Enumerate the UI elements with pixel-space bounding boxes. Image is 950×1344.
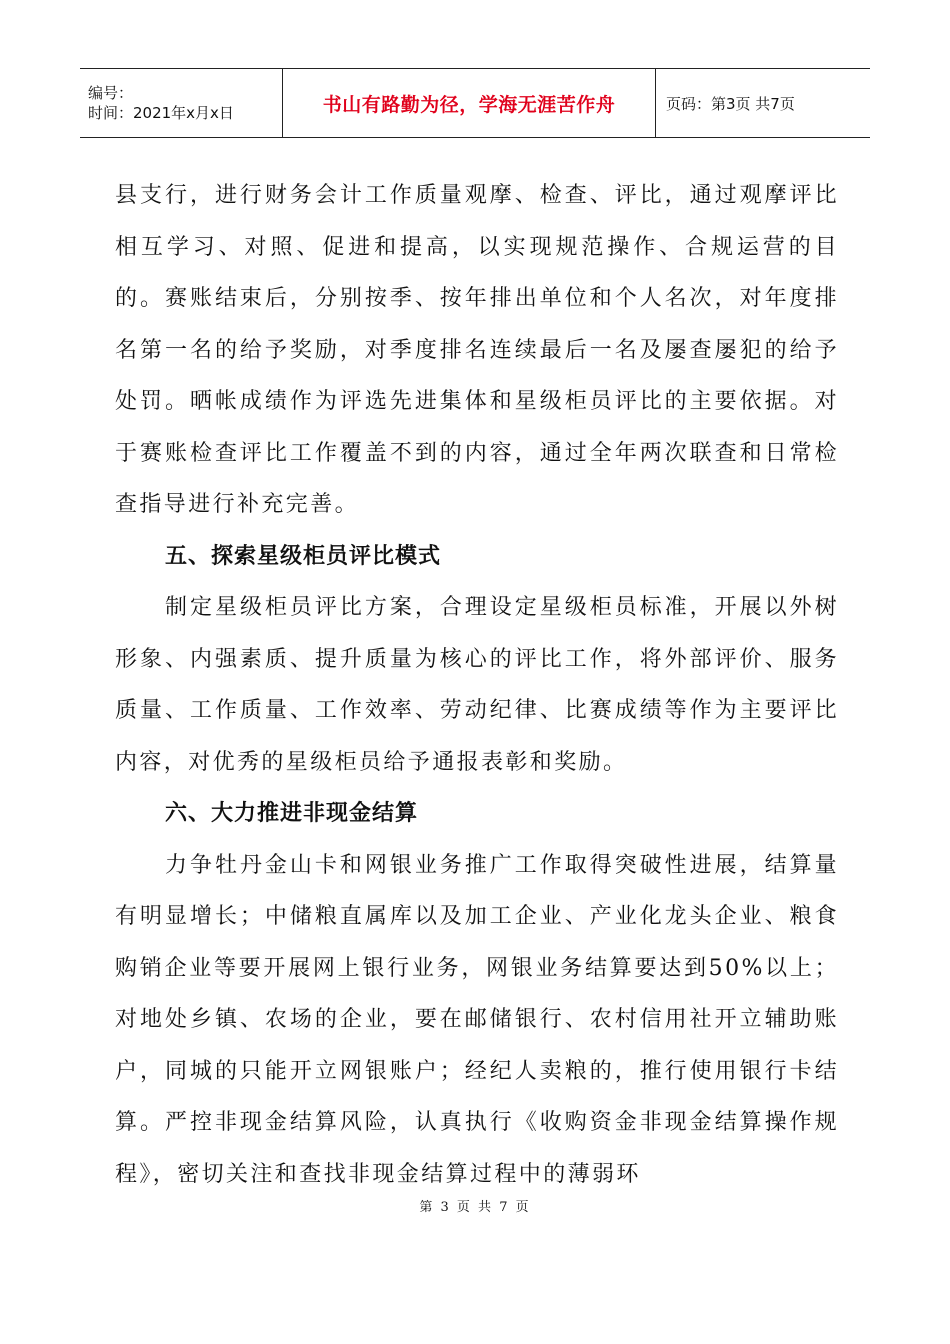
- paragraph-noncash-settlement: 力争牡丹金山卡和网银业务推广工作取得突破性进展，结算量有明显增长；中储粮直属库以及加工企业、产业化龙头企业、粮食购销企业等要开展网上银行业务，网银业务结算要达到50%以上；对地处乡镇、农场的企业，要在邮储银行、农村信用社开立辅助账户，同城的只能开立网银账户；经纪人卖粮的，推行使用银行卡结算。严控非现金结算风险，认真执行《收购资金非现金结算操作规程》，密切关注和查找非现金结算过程中的薄弱环: [115, 852, 839, 1187]
- header-motto: 书山有路勤为径，学海无涯苦作舟: [322, 93, 616, 116]
- section-heading-5: 五、探索星级柜员评比模式: [165, 543, 442, 569]
- page-footer: 第 3 页 共 7 页: [419, 1200, 531, 1215]
- document-code-label: 编号：: [88, 84, 134, 102]
- document-date: 时间：2021年x月x日: [88, 104, 234, 122]
- section-heading-6: 六、大力推进非现金结算: [165, 801, 419, 826]
- header-page-number: 页码：第3页 共7页: [666, 94, 795, 113]
- header-meta: [80, 69, 282, 137]
- document-body: [115, 170, 839, 1200]
- paragraph-star-teller: 制定星级柜员评比方案，合理设定星级柜员标准，开展以外树形象、内强素质、提升质量为核心的评比工作，将外部评价、服务质量、工作质量、工作效率、劳动纪律、比赛成绩等作为主要评比内容，对优秀的星级柜员给予通报表彰和奖励。: [115, 595, 839, 775]
- header-page-cell: [656, 69, 870, 137]
- paragraph-continued: 县支行，进行财务会计工作质量观摩、检查、评比，通过观摩评比相互学习、对照、促进和提高，以实现规范操作、合规运营的目的。赛账结束后，分别按季、按年排出单位和个人名次，对年度排名第一名的给予奖励，对季度排名连续最后一名及屡查屡犯的给予处罚。晒帐成绩作为评选先进集体和星级柜员评比的主要依据。对于赛账检查评比工作覆盖不到的内容，通过全年两次联查和日常检查指导进行补充完善。: [115, 183, 839, 517]
- header-motto-cell: [282, 69, 656, 137]
- page-header: [80, 68, 870, 138]
